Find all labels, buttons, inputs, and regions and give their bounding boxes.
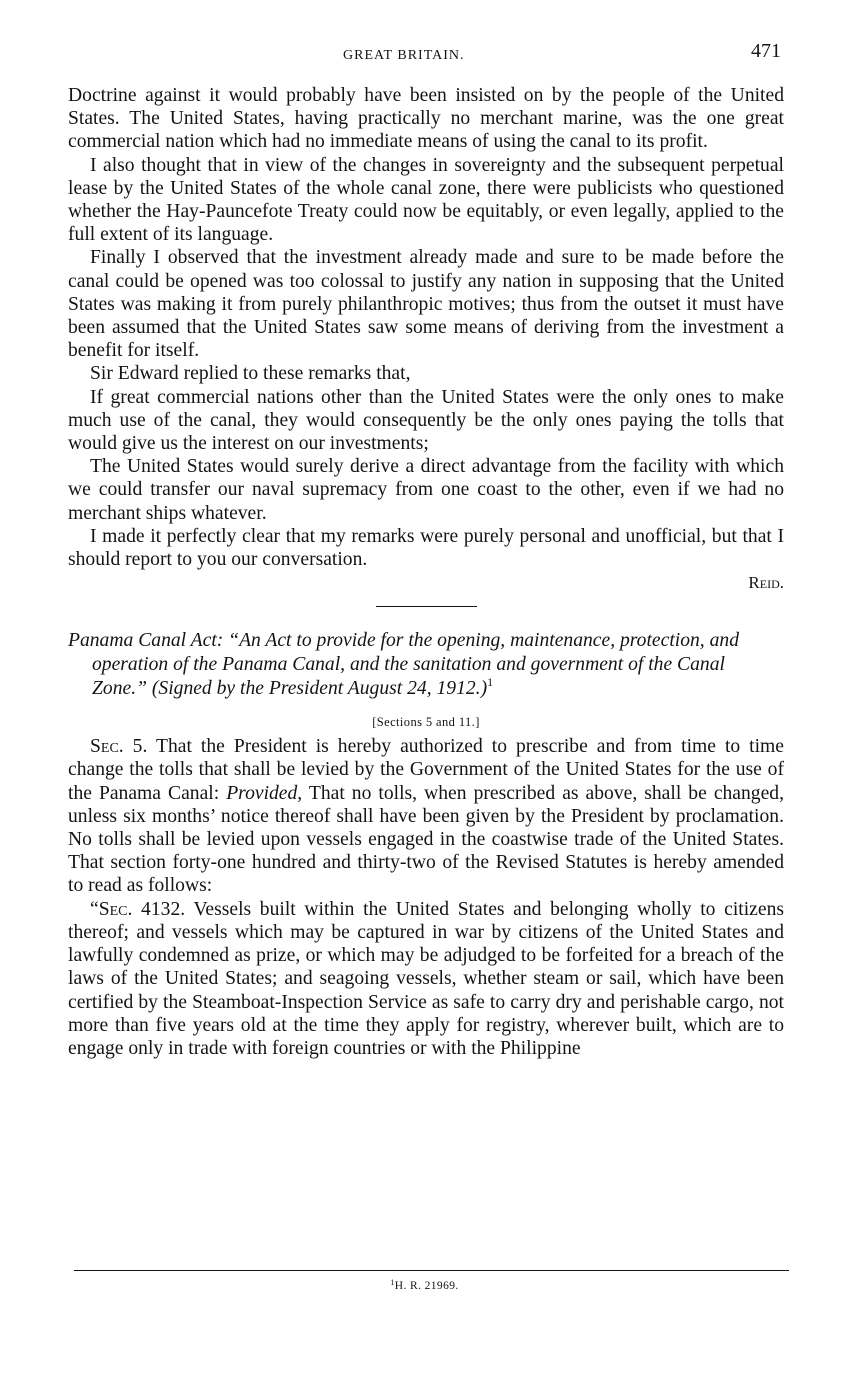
section-divider	[376, 606, 477, 607]
section-5-label: Sec. 5.	[90, 736, 148, 758]
signature: Reid.	[748, 573, 784, 593]
page-body	[68, 84, 784, 1060]
footnote-reference: 1	[487, 675, 494, 690]
paragraph-monroe-doctrine: Doctrine against it would probably have been insisted on by the people of the United States. The United States, having practically no merchant marine, was the one great commercial nation which had no immediate means of using the canal to its profit.	[68, 85, 784, 153]
section-5-paragraph	[68, 735, 784, 897]
sections-note: [Sections 5 and 11.]	[372, 715, 480, 730]
paragraph-commercial-nations: If great commercial nations other than the United States were the only ones to make much use of the canal, they would consequently be the only ones paying the tolls that would give us the interest on our investments;	[68, 386, 784, 455]
section-5-text-before: That the President is hereby authorized to prescribe and from time to time change the tolls that shall be levied by the Government of the United States for the use of the Panama Canal:	[68, 736, 784, 804]
section-4132-paragraph	[68, 898, 784, 1060]
footnote-text: H. R. 21969.	[394, 1280, 459, 1292]
provided-clause: Provided,	[226, 782, 303, 804]
open-quote: “	[90, 898, 99, 920]
section-4132-text: Vessels built within the United States and belonging wholly to citizens thereof; and vessels which may be captured in war by citizens of the United States and lawfully condemned as prize, or which may be adjudged to be forfeited for a breach of the laws of the United States; and seagoing vessels, whether steam or sail, which have been certified by the Steamboat-Inspection Service as safe to carry dry and perishable cargo, not more than five years old at the time they apply for registry, wherever built, which are to engage only in trade with foreign countries or with the Philippine	[68, 898, 784, 1059]
section-5-text-after: That no tolls, when prescribed as above, shall be changed, unless six months’ notice thereof shall have been given by the President by proclamation. No tolls shall be levied upon vessels engaged in the coastwise trade of the United States. That section forty-one hundred and thirty-two of the Revised Statutes is hereby amended to read as follows:	[68, 782, 784, 897]
footnote-marker: 1	[390, 1278, 395, 1287]
footnote-rule	[74, 1270, 789, 1271]
act-title-text: Panama Canal Act: “An Act to provide for the opening, maintenance, protection, and operation of the Panama Canal, and the sanitation and government of the Canal Zone.” (Signed by the President August 24, 1912.)	[68, 630, 739, 700]
running-head	[0, 40, 849, 70]
act-title	[68, 629, 784, 701]
paragraph-investment: Finally I observed that the investment already made and sure to be made before the canal could be opened was too colossal to justify any nation in supposing that the United States was making it from purely philanthropic motives; thus from the outset it must have been assumed that the United States saw some means of deriving from the investment a benefit for itself.	[68, 247, 784, 362]
running-title: GREAT BRITAIN.	[343, 48, 465, 63]
paragraph-sir-edward-reply: Sir Edward replied to these remarks that,	[90, 363, 411, 385]
paragraph-personal-remarks: I made it perfectly clear that my remarks were purely personal and unofficial, but that I should report to you our conversation.	[68, 525, 784, 571]
page-number: 471	[751, 40, 781, 62]
footnote	[0, 1280, 849, 1292]
paragraph-naval-advantage: The United States would surely derive a direct advantage from the facility with which we could transfer our naval supremacy from one coast to the other, even if we had no merchant ships whatever.	[68, 456, 784, 524]
paragraph-sovereignty: I also thought that in view of the changes in sovereignty and the subsequent perpetual lease by the United States of the whole canal zone, there were publicists who questioned whether the Hay-Pauncefote Treaty could now be equitably, or even legally, applied to the full extent of its language.	[68, 154, 784, 246]
section-4132-label: Sec. 4132.	[98, 898, 186, 920]
